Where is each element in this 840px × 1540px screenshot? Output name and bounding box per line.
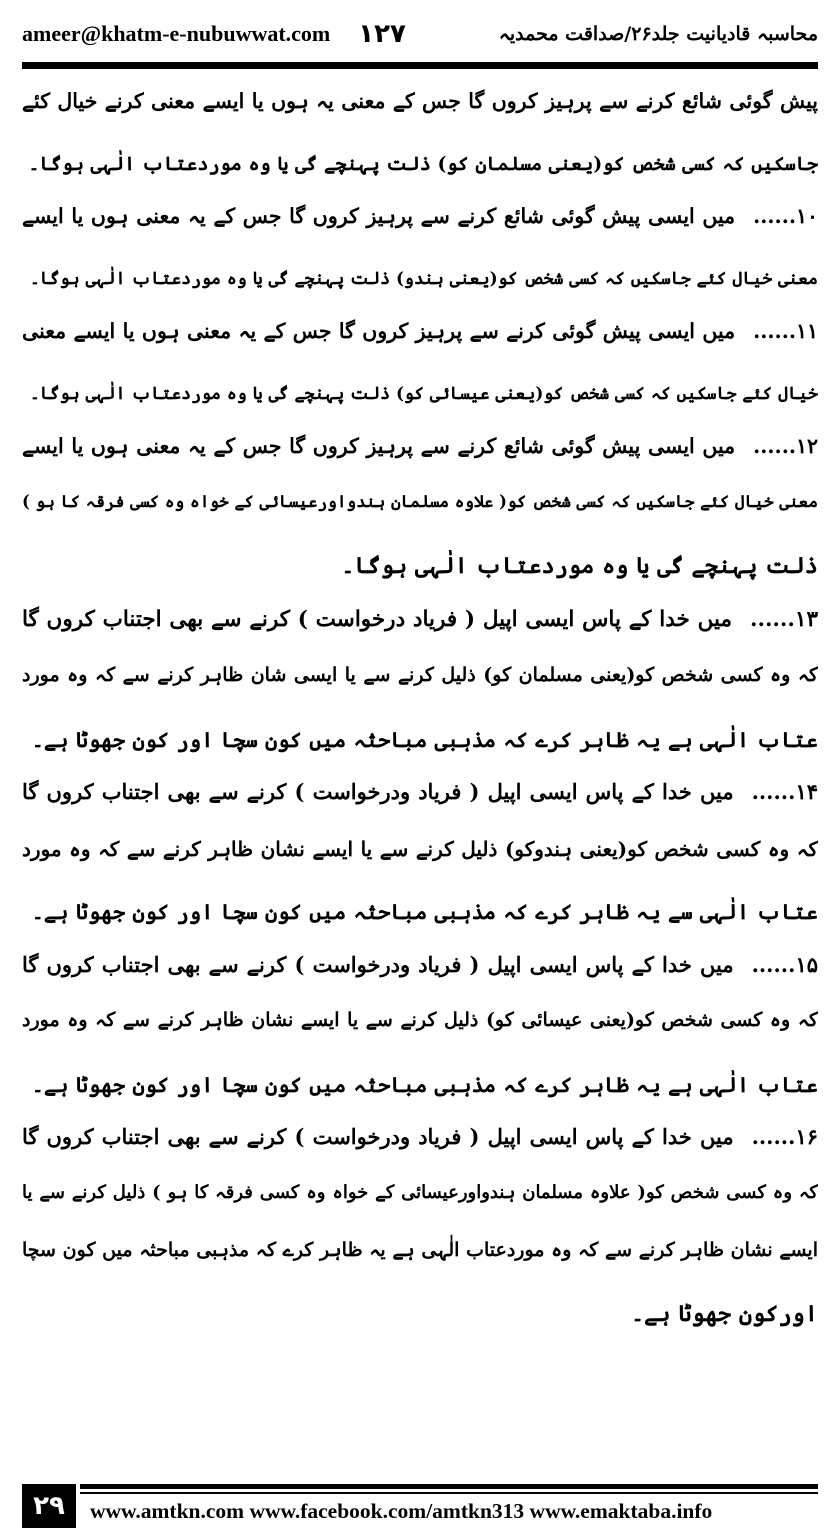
text-line [22,136,818,194]
line-text: میں خدا کے پاس ایسی اپیل ( فریاد ودرخواست ) کرنے سے بھی اجتناب کروں گا [22,779,734,804]
line-text: میں ایسی پیش گوئی شائع کرنے سے پرہیز کروں گا جس کے یہ معنی ہوں یا ایسے [22,204,736,228]
line-text: پیش گوئی شائع کرنے سے پرہیز کروں گا جس کے معنی یہ ہوں یا ایسے معنی کرنے خیال کئے [22,89,818,113]
page-footer [22,1480,818,1530]
line-text: اورکون جھوٹا ہے۔ [630,1300,818,1327]
line-text: ذلت پہنچے گی یا وہ موردعتاب الٰہی ہوگا۔ [341,553,818,580]
text-line [22,941,818,999]
text-line [22,538,818,596]
text-line [22,481,818,539]
item-number: ۱۶...... [751,1124,818,1149]
text-line [22,596,818,654]
line-text: خیال کئے جاسکیں کہ کسی شخص کو(یعنی عیسائی کو) ذلت پہنچے گی یا وہ موردعتاب الٰہی ہوگا۔ [29,384,818,405]
text-line [22,1056,818,1114]
line-text: جاسکیں کہ کسی شخص کو(یعنی مسلمان کو) ذلت پہنچے گی یا وہ موردعتاب الٰہی ہوگا۔ [28,152,818,175]
footer-page-number: ۲۹ [22,1484,76,1528]
item-number: ۱۴...... [751,779,818,804]
text-line [22,251,818,309]
line-text: کہ وہ کسی شخص کو(یعنی ہندوکو) ذلیل کرنے سے یا ایسے نشان ظاہر کرنے سے کہ وہ مورد [22,836,818,861]
footer-rule [80,1484,818,1489]
line-text: کہ وہ کسی شخص کو( علاوہ مسلمان ہندواورعیسائی کے خواہ وہ کسی فرقہ کا ہو ) ذلیل کرنے سے یا [22,1181,818,1203]
text-line [22,423,818,481]
item-number: ۱۱...... [753,319,818,343]
line-text: میں خدا کے پاس ایسی اپیل ( فریاد ودرخواست ) کرنے سے بھی اجتناب کروں گا [22,1124,734,1149]
line-text: میں ایسی پیش گوئی کرنے سے پرہیز کروں گا جس کے یہ معنی ہوں یا ایسے معنی [22,319,736,343]
text-line [22,653,818,711]
item-number: ۱۵...... [751,951,818,977]
text-line [22,308,818,366]
item-number: ۱۳...... [749,606,818,632]
item-number: ۱۰...... [753,204,818,228]
text-line [22,711,818,769]
line-text: کہ وہ کسی شخص کو(یعنی مسلمان کو) ذلیل کرنے سے یا ایسی شان ظاہر کرنے سے کہ وہ مورد [22,664,818,686]
line-text: میں خدا کے پاس ایسی اپیل ( فریاد ودرخواست ) کرنے سے بھی اجتناب کروں گا [22,951,734,977]
text-line [22,1286,818,1344]
header-left [22,19,406,49]
item-number: ۱۲...... [753,434,818,458]
text-line [22,193,818,251]
line-text: میں ایسی پیش گوئی شائع کرنے سے پرہیز کروں گا جس کے یہ معنی ہوں یا ایسے [22,434,736,458]
text-line [22,78,818,136]
line-text: معنی خیال کئے جاسکیں کہ کسی شخص کو( علاوہ مسلمان ہندواورعیسائی کے خواہ وہ کسی فرقہ کا ہو ) [22,491,818,511]
text-line [22,998,818,1056]
book-title: محاسبہ قادیانیت جلد۲۶/صداقت محمدیہ [498,23,818,45]
text-line [22,1228,818,1286]
page-header [22,14,818,54]
line-text: میں خدا کے پاس ایسی اپیل ( فریاد درخواست ) کرنے سے بھی اجتناب کروں گا [22,606,732,632]
body-text [22,78,818,1378]
header-email[interactable]: ameer@khatm-e-nubuwwat.com [22,21,331,46]
text-line [22,366,818,424]
text-line [22,768,818,826]
text-line [22,1113,818,1171]
line-text: عتاب الٰہی سے یہ ظاہر کرے کہ مذہبی مباحثہ میں کون سچا اور کون جھوٹا ہے۔ [31,899,818,925]
footer-links[interactable]: www.amtkn.com www.facebook.com/amtkn313 www.emaktaba.info [90,1499,713,1523]
header-page-number: ۱۲۷ [358,19,406,49]
line-text: معنی خیال کئے جاسکیں کہ کسی شخص کو(یعنی ہندو) ذلت پہنچے گی یا وہ موردعتاب الٰہی ہوگا۔ [29,269,818,290]
line-text: عتاب الٰہی ہے یہ ظاہر کرے کہ مذہبی مباحثہ میں کون سچا اور کون جھوٹا ہے۔ [31,1071,818,1097]
line-text: کہ وہ کسی شخص کو(یعنی عیسائی کو) ذلیل کرنے سے یا ایسے نشان ظاہر کرنے سے کہ وہ مورد [22,1009,818,1031]
header-rule [22,62,818,69]
footer-rule-thin [80,1492,818,1494]
line-text: عتاب الٰہی ہے یہ ظاہر کرے کہ مذہبی مباحثہ میں کون سچا اور کون جھوٹا ہے۔ [31,726,818,752]
line-text: ایسے نشان ظاہر کرنے سے کہ وہ موردعتاب الٰہی ہے یہ ظاہر کرے کہ مذہبی مباحثہ میں کون سچا [22,1239,818,1261]
text-line [22,1171,818,1229]
text-line [22,883,818,941]
text-line [22,826,818,884]
